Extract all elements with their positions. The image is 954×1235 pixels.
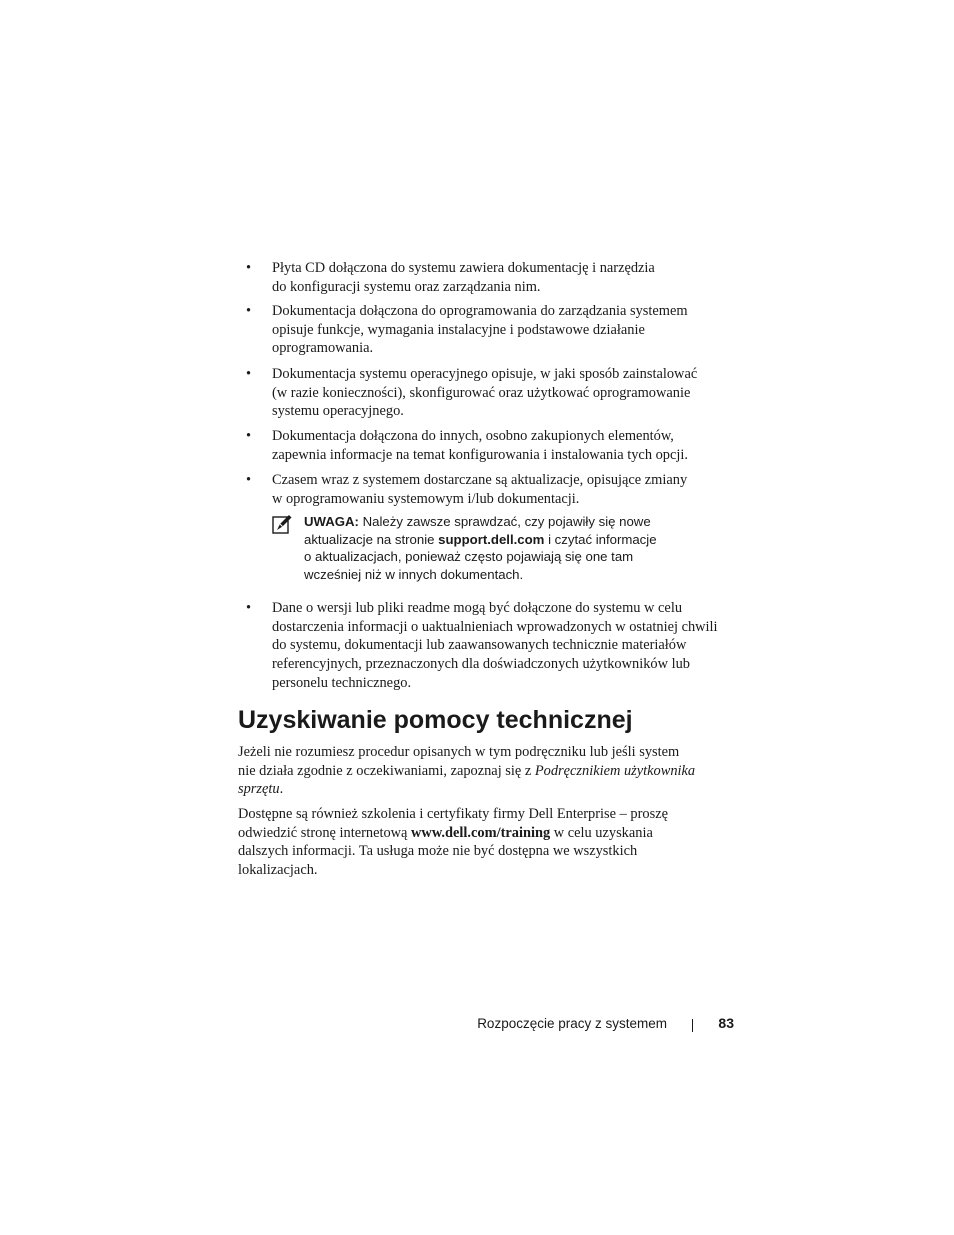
bullet-symbol: • (246, 428, 252, 444)
list-item (238, 427, 748, 471)
list-item-line: (w razie konieczności), skonfigurować oraz użytkować oprogramowanie (272, 384, 691, 401)
bullet-symbol: • (246, 600, 252, 616)
note-text-4: o aktualizacjach, ponieważ często pojawiają się one tam (304, 549, 634, 564)
bullet-symbol: • (246, 366, 252, 382)
list-item-line: referencyjnych, przeznaczonych dla doświadczonych użytkowników lub (272, 656, 690, 673)
bullet-symbol: • (246, 260, 252, 276)
manual-title: Podręcznikiem użytkownika (534, 762, 696, 779)
footer-separator (692, 1019, 693, 1032)
footer-chapter-title: Rozpoczęcie pracy z systemem (477, 1016, 667, 1031)
list-item-line: Płyta CD dołączona do systemu zawiera dokumentację i narzędzia (272, 260, 655, 276)
list-item-line: Dokumentacja dołączona do oprogramowania do zarządzania systemem (272, 303, 688, 319)
list-item-line: Dane o wersji lub pliki readme mogą być dołączone do systemu w celu (272, 600, 683, 616)
list-item-line: opisuje funkcje, wymagania instalacyjne i podstawowe działanie (272, 321, 645, 338)
paragraph-line: Jeżeli nie rozumiesz procedur opisanych w tym podręczniku lub jeśli system (238, 744, 680, 760)
paragraph-training (238, 805, 738, 880)
note-text (304, 513, 748, 583)
list-item-line: w oprogramowaniu systemowym i/lub dokumentacji. (272, 490, 580, 507)
note-pencil-icon (272, 514, 292, 534)
list-item-line: oprogramowania. (272, 340, 374, 357)
paragraph-line: dalszych informacji. Ta usługa może nie być dostępna we wszystkich (238, 843, 638, 860)
support-link[interactable]: support.dell.com (438, 531, 545, 547)
note-box (272, 513, 748, 599)
list-item-line: zapewnia informacje na temat konfigurowania i instalowania tych opcji. (272, 446, 688, 463)
page-footer (400, 1015, 735, 1035)
paragraph-line: nie działa zgodnie z oczekiwaniami, zapoznaj się z (238, 762, 535, 779)
list-item-line: Dokumentacja dołączona do innych, osobno zakupionych elementów, (272, 428, 674, 444)
list-item-line: dostarczenia informacji o uaktualnieniach wprowadzonych w ostatniej chwili (272, 618, 718, 635)
note-text-1: Należy zawsze sprawdzać, czy pojawiły się nowe (358, 514, 651, 529)
list-item (238, 471, 748, 513)
paragraph-line: odwiedzić stronę internetową (238, 824, 412, 841)
list-item-line: Dokumentacja systemu operacyjnego opisuje, w jaki sposób zainstalować (272, 366, 698, 382)
list-item-line: personelu technicznego. (272, 674, 412, 691)
paragraph-line: w celu uzyskania (550, 824, 653, 841)
paragraph-end: . (279, 781, 284, 798)
training-link[interactable]: www.dell.com/training (411, 824, 551, 841)
bullet-symbol: • (246, 472, 252, 488)
section-heading: Uzyskiwanie pomocy technicznej (238, 706, 633, 734)
bullet-list (238, 259, 748, 693)
note-text-5: wcześniej niż w innych dokumentach. (304, 566, 524, 582)
list-item-line: do konfiguracji systemu oraz zarządzania nim. (272, 278, 541, 295)
note-text-3: i czytać informacje (544, 531, 657, 547)
list-item (238, 259, 748, 302)
list-item-line: do systemu, dokumentacji lub zaawansowanych technicznie materiałów (272, 637, 687, 654)
list-item-line: systemu operacyjnego. (272, 403, 404, 420)
list-item (238, 365, 748, 427)
list-item (238, 599, 748, 693)
list-item-line: Czasem wraz z systemem dostarczane są aktualizacje, opisujące zmiany (272, 472, 688, 488)
paragraph-support (238, 743, 738, 799)
list-item (238, 302, 748, 365)
note-label: UWAGA: (304, 514, 359, 529)
manual-title-continued: sprzętu (238, 781, 280, 798)
paragraph-line: lokalizacjach. (238, 862, 318, 879)
bullet-symbol: • (246, 303, 252, 319)
paragraph-line: Dostępne są również szkolenia i certyfikaty firmy Dell Enterprise – proszę (238, 806, 668, 822)
note-text-2: aktualizacje na stronie (304, 531, 439, 547)
page-number: 83 (718, 1015, 734, 1031)
